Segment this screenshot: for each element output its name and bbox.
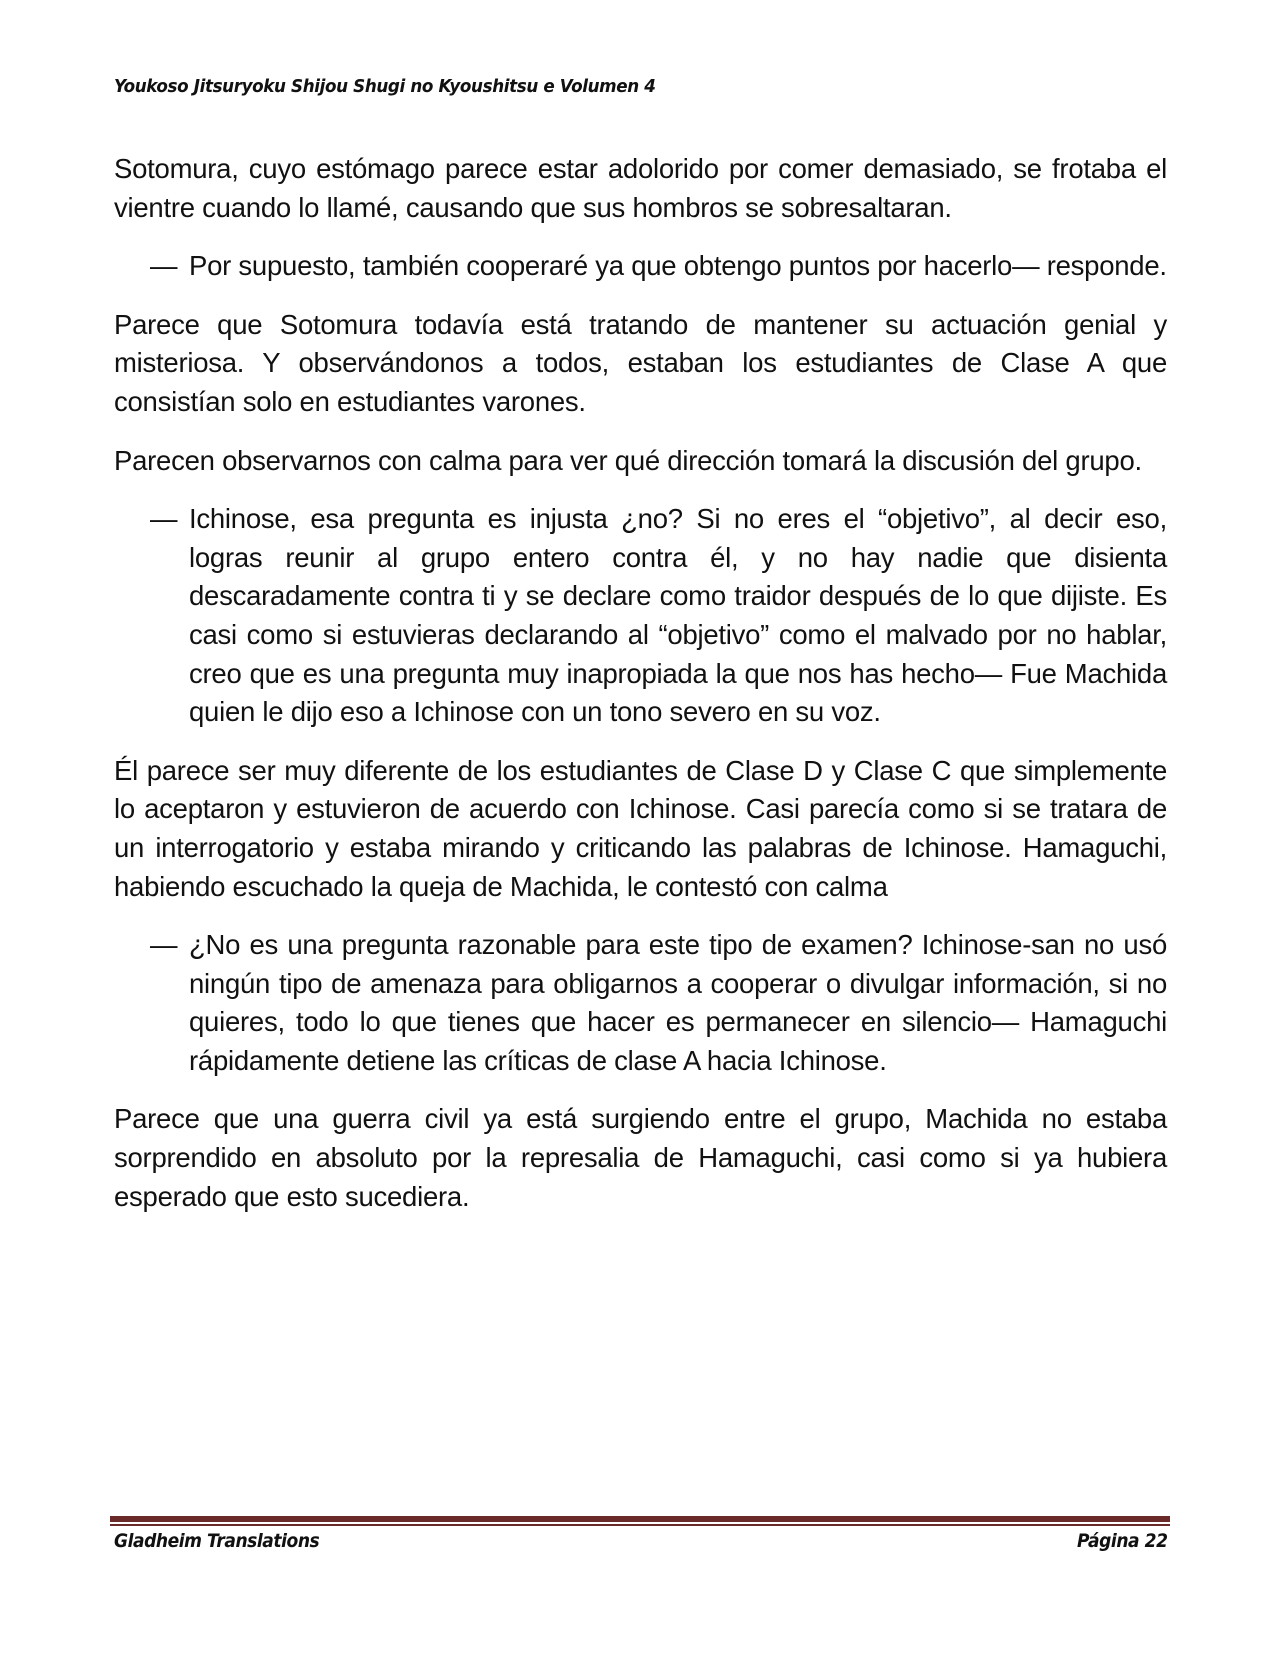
footer-translator-credit: Gladheim Translations <box>114 1530 320 1552</box>
footer-divider <box>110 1516 1170 1526</box>
page-header-title: Youkoso Jitsuryoku Shijou Shugi no Kyoushitsu e Volumen 4 <box>114 76 656 97</box>
footer-divider-thin <box>110 1524 1170 1526</box>
paragraph: Parece que una guerra civil ya está surgiendo entre el grupo, Machida no estaba sorprendido en absoluto por la represalia de Hamaguchi, casi como si ya hubiera esperado que esto sucediera. <box>114 1103 1167 1212</box>
paragraph: Él parece ser muy diferente de los estudiantes de Clase D y Clase C que simplemente lo aceptaron y estuvieron de acuerdo con Ichinose. Casi parecía como si se tratara de un interrogatorio y estaba mirando y criticando las palabras de Ichinose. Hamaguchi, habiendo escuchado la queja de Machida, le contestó con calma <box>114 754 1167 902</box>
paragraph: Parece que Sotomura todavía está tratando de mantener su actuación genial y misteriosa. Y observándonos a todos, estaban los estudiantes de Clase A que consistían solo en estudiantes varones. <box>114 308 1167 417</box>
paragraph: Parecen observarnos con calma para ver qué dirección tomará la discusión del grupo. <box>114 444 1142 476</box>
paragraph: Sotomura, cuyo estómago parece estar adolorido por comer demasiado, se frotaba el vientre cuando lo llamé, causando que sus hombros se sobresaltaran. <box>114 153 1167 223</box>
dialogue-paragraph <box>114 247 1167 286</box>
dialogue-paragraph <box>114 926 1167 1080</box>
em-dash: — <box>150 929 178 961</box>
dialogue-text: Por supuesto, también cooperaré ya que obtengo puntos por hacerlo— responde. <box>189 250 1167 282</box>
page-body <box>114 150 1167 1236</box>
dialogue-text: ¿No es una pregunta razonable para este tipo de examen? Ichinose-san no usó ningún tipo de amenaza para obligarnos a cooperar o divulgar información, si no quieres, todo lo que tienes que hacer es permanecer en silencio— Hamaguchi rápidamente detiene las críticas de clase A hacia Ichinose. <box>189 929 1167 1076</box>
em-dash: — <box>150 503 178 535</box>
em-dash: — <box>150 250 178 282</box>
dialogue-paragraph <box>114 500 1167 732</box>
dialogue-text: Ichinose, esa pregunta es injusta ¿no? Si no eres el “objetivo”, al decir eso, logras reunir al grupo entero contra él, y no hay nadie que disienta descaradamente contra ti y se declare como traidor después de lo que dijiste. Es casi como si estuvieras declarando al “objetivo” como el malvado por no hablar, creo que es una pregunta muy inapropiada la que nos has hecho— Fue Machida quien le dijo eso a Ichinose con un tono severo en su voz. <box>189 503 1167 728</box>
footer-page-number: Página 22 <box>1077 1530 1168 1552</box>
